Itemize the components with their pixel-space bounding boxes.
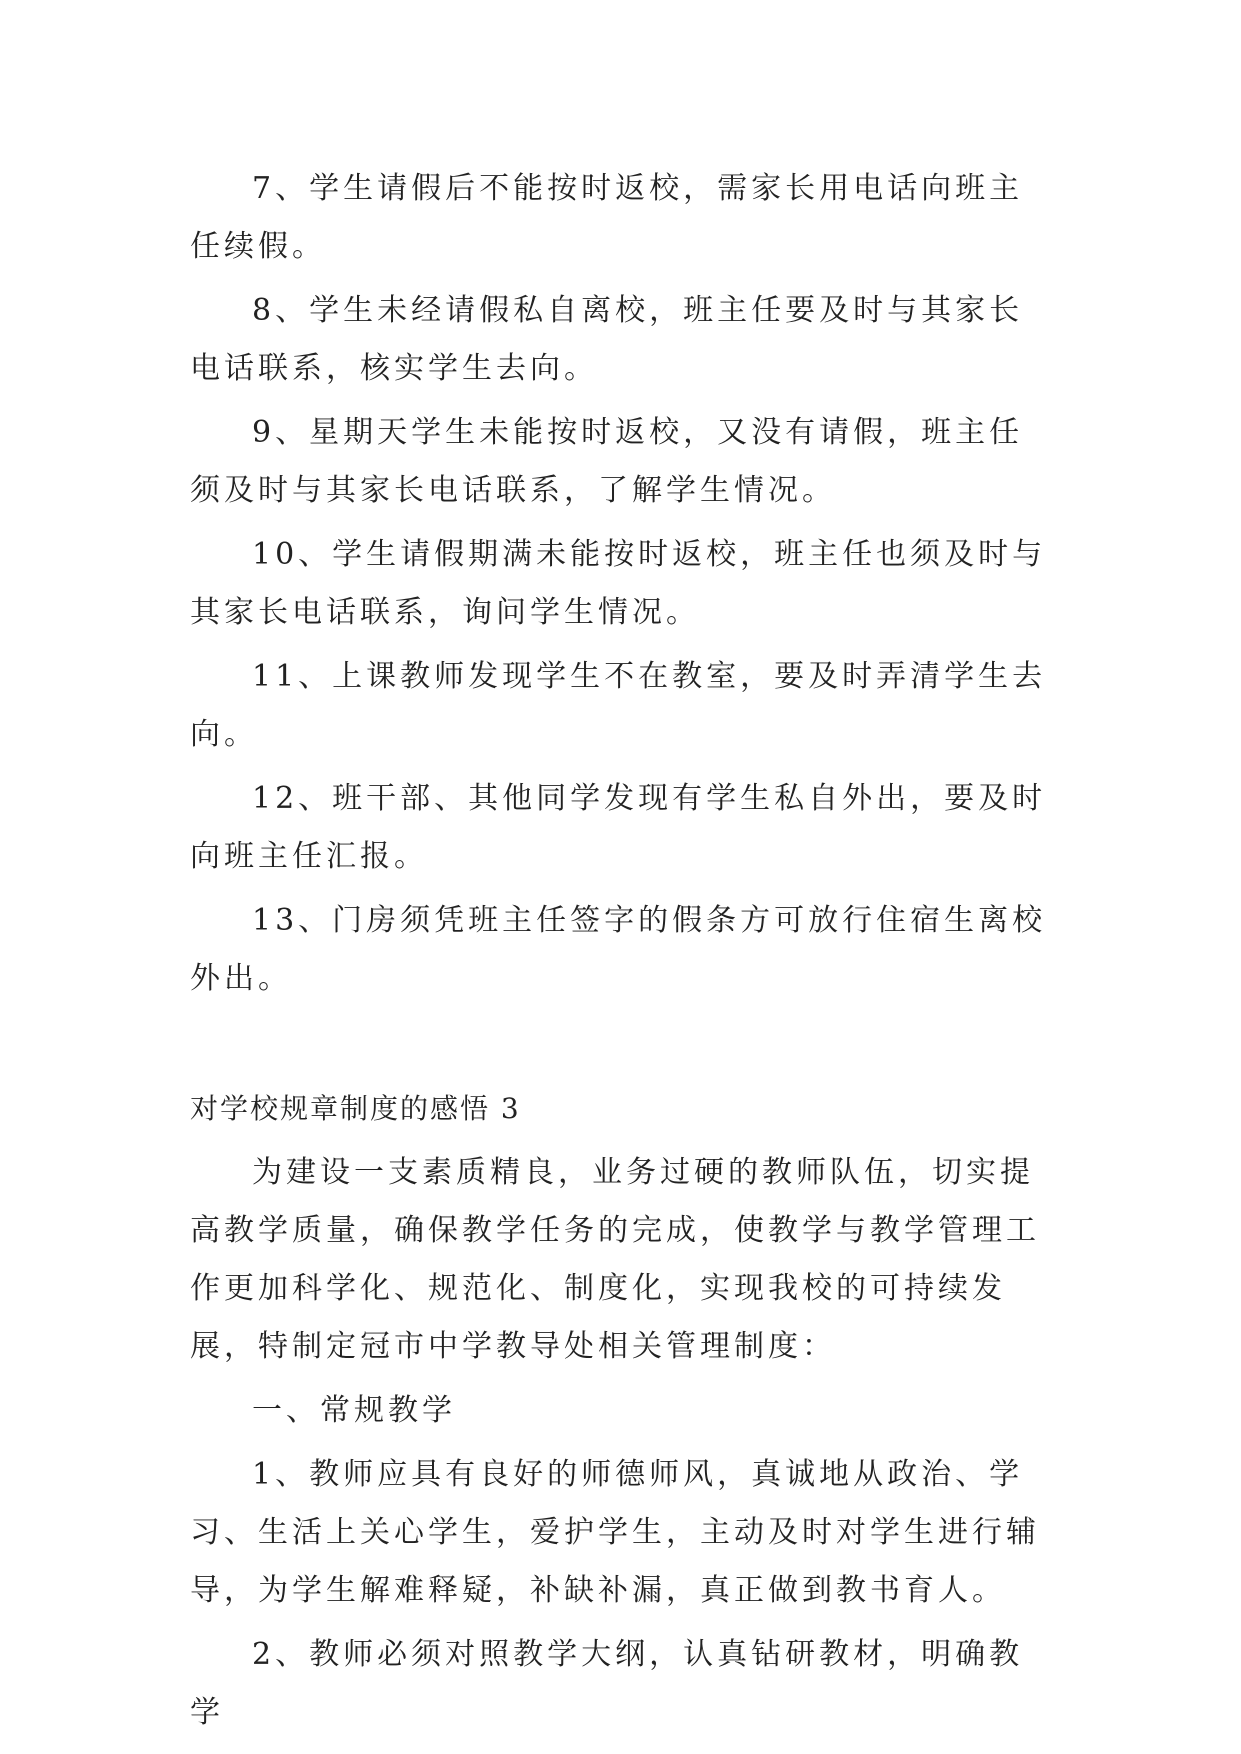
rule-item-7: 7、学生请假后不能按时返校，需家长用电话向班主任续假。 bbox=[190, 171, 1024, 264]
section-heading: 对学校规章制度的感悟 3 bbox=[190, 1092, 521, 1125]
subheading: 一、常规教学 bbox=[252, 1393, 456, 1428]
rule-item-8: 8、学生未经请假私自离校，班主任要及时与其家长电话联系，核实学生去向。 bbox=[190, 293, 1024, 386]
rule-item-12: 12、班干部、其他同学发现有学生私自外出，要及时向班主任汇报。 bbox=[190, 781, 1047, 874]
teaching-item-1: 1、教师应具有良好的师德师风，真诚地从政治、学习、生活上关心学生，爱护学生，主动及时对学生进行辅导，为学生解难释疑，补缺补漏，真正做到教书育人。 bbox=[190, 1457, 1040, 1608]
rule-item-10: 10、学生请假期满未能按时返校，班主任也须及时与其家长电话联系，询问学生情况。 bbox=[190, 537, 1047, 630]
document-body bbox=[190, 160, 1050, 1748]
teaching-item-2: 2、教师必须对照教学大纲，认真钻研教材，明确教学 bbox=[190, 1637, 1024, 1730]
rule-item-9: 9、星期天学生未能按时返校，又没有请假，班主任须及时与其家长电话联系，了解学生情况。 bbox=[190, 415, 1024, 508]
rule-item-11: 11、上课教师发现学生不在教室，要及时弄清学生去向。 bbox=[190, 659, 1047, 752]
rule-item-13: 13、门房须凭班主任签字的假条方可放行住宿生离校外出。 bbox=[190, 903, 1047, 996]
intro-paragraph: 为建设一支素质精良，业务过硬的教师队伍，切实提高教学质量，确保教学任务的完成，使教学与教学管理工作更加科学化、规范化、制度化，实现我校的可持续发展，特制定冠市中学教导处相关管理制度： bbox=[190, 1155, 1040, 1364]
